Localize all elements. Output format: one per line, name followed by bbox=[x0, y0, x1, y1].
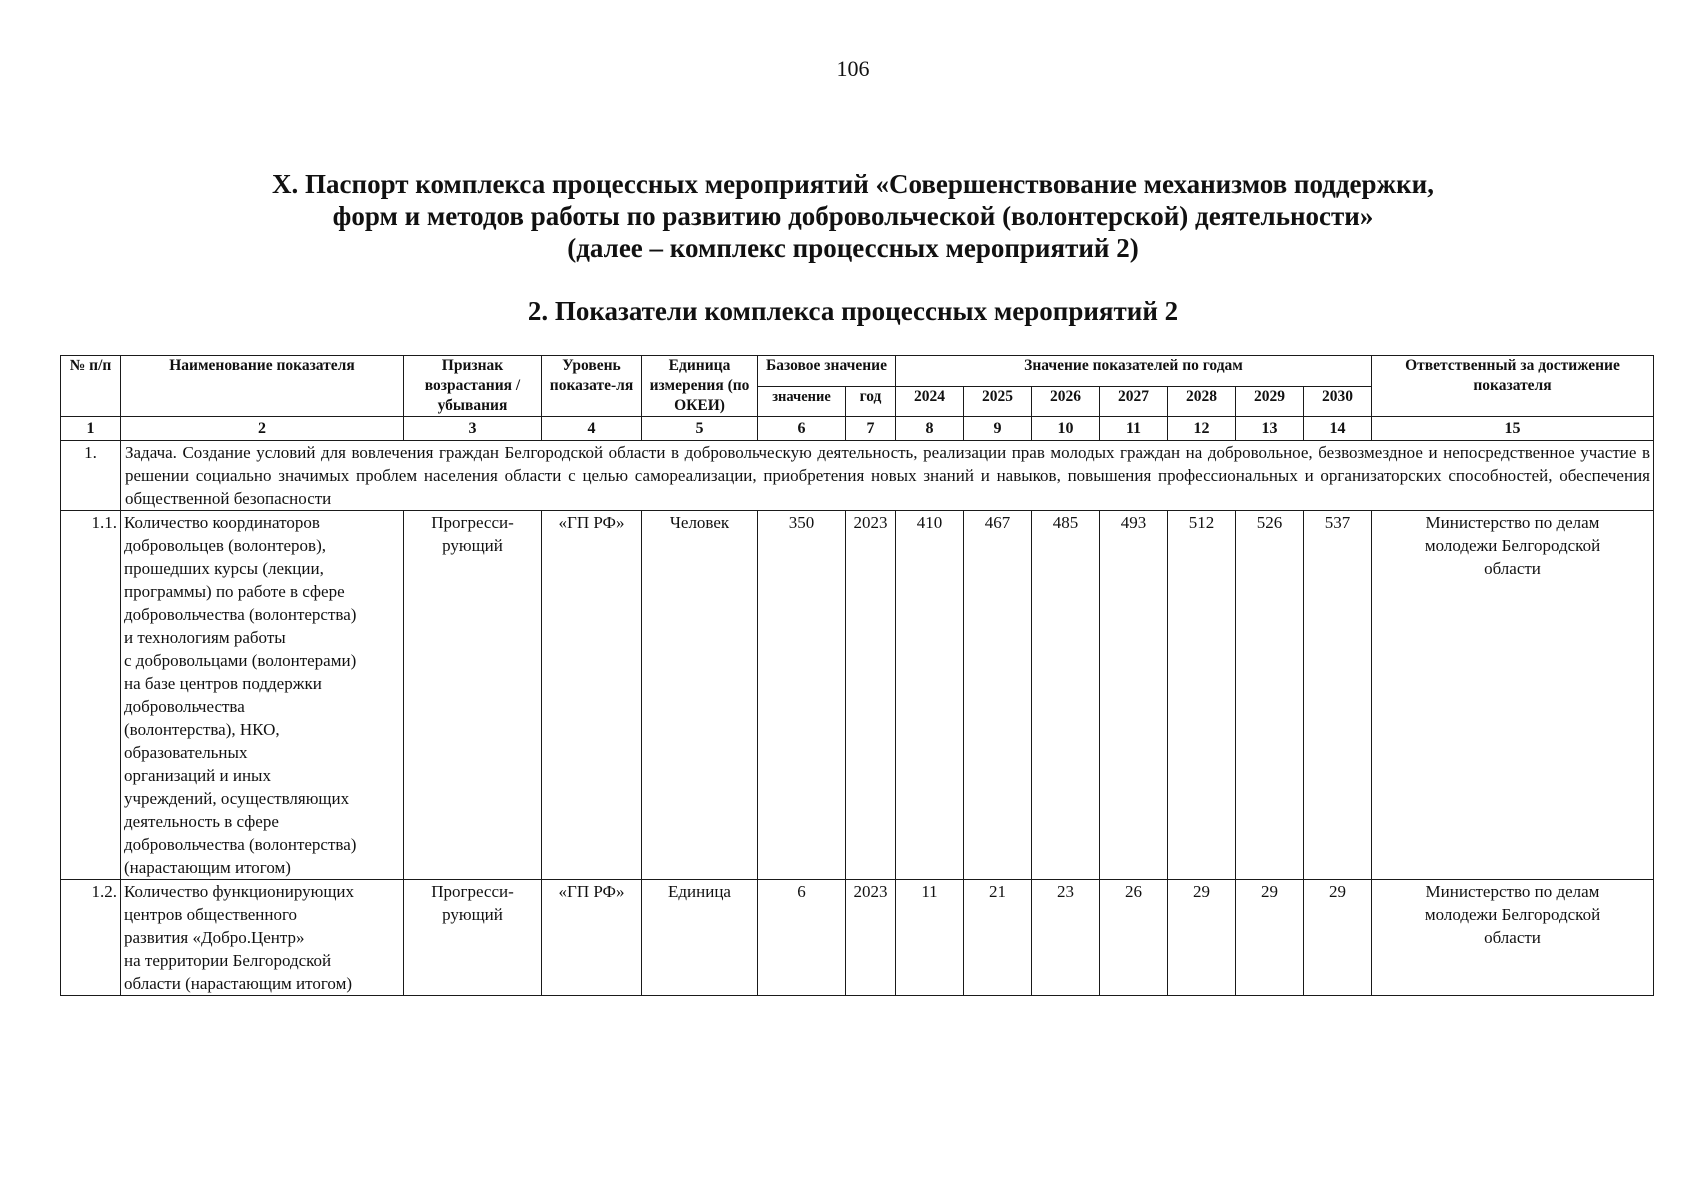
indicators-table bbox=[60, 355, 1654, 996]
section-subtitle: 2. Показатели комплекса процессных мероприятий 2 bbox=[527, 296, 1179, 326]
base-value: 6 bbox=[758, 880, 846, 996]
header-year: 2030 bbox=[1304, 386, 1372, 417]
column-number: 3 bbox=[404, 417, 542, 441]
column-number: 1 bbox=[61, 417, 121, 441]
indicator-name-line: и технологиям работы bbox=[124, 628, 286, 647]
header-num: № п/п bbox=[61, 356, 121, 417]
unit: Человек bbox=[642, 511, 758, 880]
responsible bbox=[1372, 511, 1654, 880]
column-number: 15 bbox=[1372, 417, 1654, 441]
indicator-name-line: деятельность в сфере bbox=[124, 812, 279, 831]
year-value: 29 bbox=[1236, 880, 1304, 996]
column-number: 12 bbox=[1168, 417, 1236, 441]
indicator-level: «ГП РФ» bbox=[542, 880, 642, 996]
year-value: 467 bbox=[964, 511, 1032, 880]
trend-sign-line: Прогресси- bbox=[431, 513, 514, 532]
task-text: Задача. Создание условий для вовлечения граждан Белгородской области в добровольческую деятельность, реализации прав молодых граждан на добровольное, безвозмездное и непосредственное участие в решении социально значимых проблем населения области с целью самореализации, приобретения новых знаний и навыков, повышения профессиональных и организаторских способностей, обеспечения общественной безопасности bbox=[121, 441, 1654, 511]
header-base-value: значение bbox=[758, 386, 846, 417]
indicator-name-line: образовательных bbox=[124, 743, 248, 762]
row-number: 1.2. bbox=[61, 880, 121, 996]
base-year: 2023 bbox=[846, 880, 896, 996]
indicator-name-line: (волонтерства), НКО, bbox=[124, 720, 280, 739]
indicator-name bbox=[121, 511, 404, 880]
indicator-name-line: добровольцев (волонтеров), bbox=[124, 536, 326, 555]
indicator-name-line: (нарастающим итогом) bbox=[124, 858, 291, 877]
title-line: X. Паспорт комплекса процессных мероприятий «Совершенствование механизмов поддержки, bbox=[272, 169, 1434, 199]
responsible bbox=[1372, 880, 1654, 996]
header-years-group: Значение показателей по годам bbox=[896, 356, 1372, 387]
header-row bbox=[61, 356, 1654, 387]
indicator-name-line: на территории Белгородской bbox=[124, 951, 332, 970]
trend-sign-line: Прогресси- bbox=[431, 882, 514, 901]
year-value: 485 bbox=[1032, 511, 1100, 880]
base-value: 350 bbox=[758, 511, 846, 880]
header-level: Уровень показате-ля bbox=[542, 356, 642, 417]
header-year: 2025 bbox=[964, 386, 1032, 417]
column-number-row bbox=[61, 417, 1654, 441]
indicator-name-line: на базе центров поддержки bbox=[124, 674, 322, 693]
indicator-name-line: области (нарастающим итогом) bbox=[124, 974, 352, 993]
indicator-level: «ГП РФ» bbox=[542, 511, 642, 880]
header-name: Наименование показателя bbox=[121, 356, 404, 417]
trend-sign-line: рующий bbox=[442, 536, 503, 555]
column-number: 11 bbox=[1100, 417, 1168, 441]
title-line: (далее – комплекс процессных мероприятий 2) bbox=[567, 233, 1139, 263]
document-title bbox=[0, 168, 1706, 264]
column-number: 4 bbox=[542, 417, 642, 441]
trend-sign-line: рующий bbox=[442, 905, 503, 924]
table-row bbox=[61, 880, 1654, 996]
trend-sign bbox=[404, 511, 542, 880]
indicator-name-line: организаций и иных bbox=[124, 766, 271, 785]
header-unit: Единица измерения (по ОКЕИ) bbox=[642, 356, 758, 417]
indicator-name-line: Количество функционирующих bbox=[124, 882, 355, 901]
column-number: 10 bbox=[1032, 417, 1100, 441]
header-sign: Признак возрастания / убывания bbox=[404, 356, 542, 417]
indicator-name-line: добровольчества bbox=[124, 697, 245, 716]
year-value: 493 bbox=[1100, 511, 1168, 880]
column-number: 13 bbox=[1236, 417, 1304, 441]
base-year: 2023 bbox=[846, 511, 896, 880]
year-value: 21 bbox=[964, 880, 1032, 996]
year-value: 29 bbox=[1304, 880, 1372, 996]
column-number: 6 bbox=[758, 417, 846, 441]
year-value: 29 bbox=[1168, 880, 1236, 996]
year-value: 26 bbox=[1100, 880, 1168, 996]
indicator-name-line: прошедших курсы (лекции, bbox=[124, 559, 324, 578]
header-year: 2024 bbox=[896, 386, 964, 417]
header-base: Базовое значение bbox=[758, 356, 896, 387]
title-line: форм и методов работы по развитию добровольческой (волонтерской) деятельности» bbox=[332, 201, 1374, 231]
task-number: 1. bbox=[61, 441, 121, 511]
column-number: 8 bbox=[896, 417, 964, 441]
year-value: 512 bbox=[1168, 511, 1236, 880]
header-base-year: год bbox=[846, 386, 896, 417]
responsible-line: области bbox=[1484, 928, 1541, 947]
header-responsible: Ответственный за достижение показателя bbox=[1372, 356, 1654, 417]
page-number: 106 bbox=[836, 56, 870, 81]
column-number: 2 bbox=[121, 417, 404, 441]
indicator-name-line: программы) по работе в сфере bbox=[124, 582, 345, 601]
header-year: 2029 bbox=[1236, 386, 1304, 417]
year-value: 23 bbox=[1032, 880, 1100, 996]
header-year: 2028 bbox=[1168, 386, 1236, 417]
indicator-name-line: с добровольцами (волонтерами) bbox=[124, 651, 357, 670]
indicator-name-line: добровольчества (волонтерства) bbox=[124, 605, 357, 624]
column-number: 9 bbox=[964, 417, 1032, 441]
year-value: 11 bbox=[896, 880, 964, 996]
responsible-line: молодежи Белгородской bbox=[1424, 905, 1601, 924]
indicator-name-line: Количество координаторов bbox=[124, 513, 320, 532]
responsible-line: области bbox=[1484, 559, 1541, 578]
year-value: 526 bbox=[1236, 511, 1304, 880]
responsible-line: Министерство по делам bbox=[1425, 513, 1600, 532]
unit: Единица bbox=[642, 880, 758, 996]
column-number: 14 bbox=[1304, 417, 1372, 441]
trend-sign bbox=[404, 880, 542, 996]
header-year: 2026 bbox=[1032, 386, 1100, 417]
header-year: 2027 bbox=[1100, 386, 1168, 417]
responsible-line: Министерство по делам bbox=[1425, 882, 1600, 901]
indicator-name-line: добровольчества (волонтерства) bbox=[124, 835, 357, 854]
column-number: 5 bbox=[642, 417, 758, 441]
year-value: 537 bbox=[1304, 511, 1372, 880]
indicator-name-line: центров общественного bbox=[124, 905, 298, 924]
responsible-line: молодежи Белгородской bbox=[1424, 536, 1601, 555]
row-number: 1.1. bbox=[61, 511, 121, 880]
indicator-name-line: учреждений, осуществляющих bbox=[124, 789, 350, 808]
table-row bbox=[61, 511, 1654, 880]
year-value: 410 bbox=[896, 511, 964, 880]
task-row bbox=[61, 441, 1654, 511]
indicator-name-line: развития «Добро.Центр» bbox=[124, 928, 305, 947]
indicator-name bbox=[121, 880, 404, 996]
column-number: 7 bbox=[846, 417, 896, 441]
